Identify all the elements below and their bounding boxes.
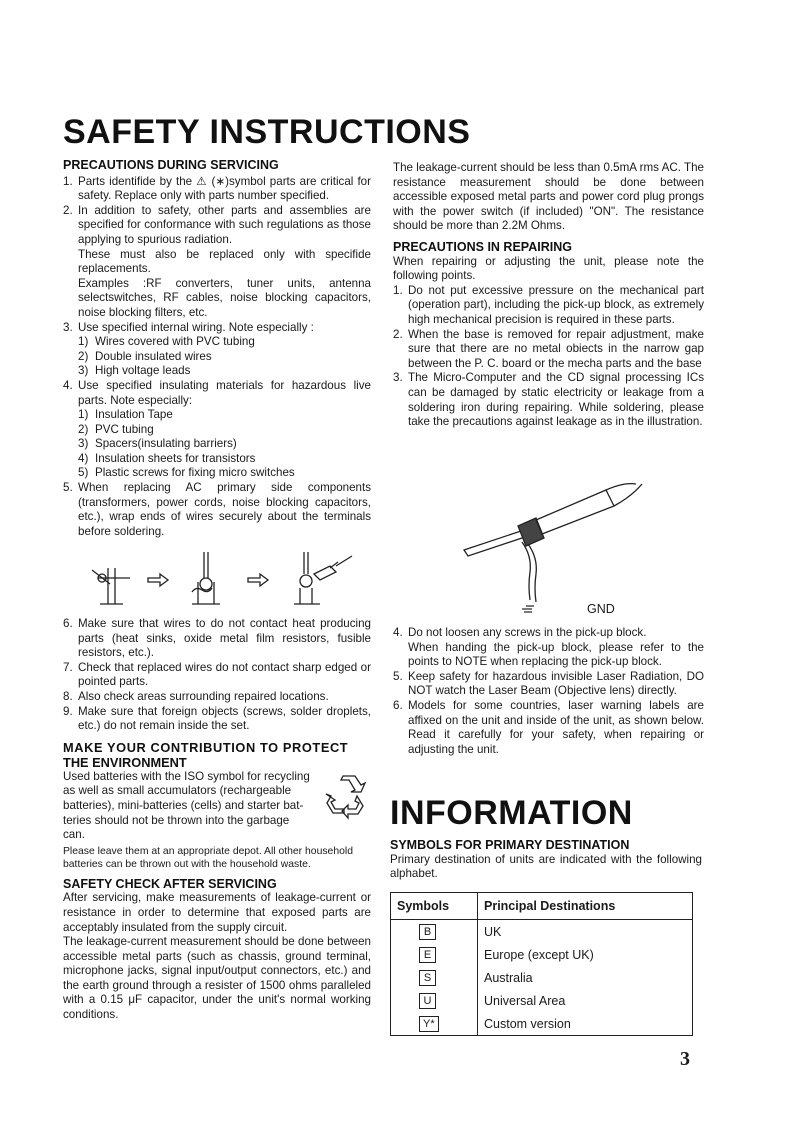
symbols-heading: SYMBOLS FOR PRIMARY DESTINATION [390,838,630,852]
destination: Universal Area [478,989,693,1012]
list-item: 9. Make sure that foreign objects (screws, solder droplets, etc.) do not remain inside the set. [63,704,371,733]
sub-item: 4) Insulation sheets for transistors [78,451,256,465]
item2-examples: Examples :RF converters, tuner units, antenna selectswitches, RF cables, noise blocking capacitors, noise blocking filters, etc. [78,276,371,319]
leakage-text: The leakage-current should be less than 0.5mA rms AC. The resistance measurement should be done between accessible exposed metal parts and power cord plug prongs with the power switch (if included) "ON". The resistance should be more than 2.2M Ohms. [393,161,704,233]
environment-text: Used batteries with the ISO symbol for recycling as well as small accumulators (rechargeable batteries), mini-batteries (cells) and starter bat- teries should not be thrown into the garbage can. [63,770,371,843]
environment-heading: MAKE YOUR CONTRIBUTION TO PROTECT THE ENVIRONMENT [63,739,349,770]
table-row [391,1012,693,1036]
destination: Custom version [478,1012,693,1036]
sub-item: 5) Plastic screws for fixing micro switches [78,466,295,480]
list-item: When handing the pick-up block, please refer to the points to NOTE when replacing the pick-up block. [408,640,704,669]
col-destinations: Principal Destinations [478,893,693,920]
safety-check-heading: SAFETY CHECK AFTER SERVICING [63,876,277,891]
symbol-code: S [419,970,436,986]
list-item: 3. Use specified internal wiring. Note especially : [63,320,314,334]
wire-wrap-illustration [88,548,358,612]
repair-heading: PRECAUTIONS IN REPAIRING [393,239,572,254]
gnd-label: GND [587,602,615,616]
destination: Australia [478,966,693,989]
table-row [391,943,693,966]
symbols-section [390,838,702,882]
destination: UK [478,920,693,944]
table-row [391,920,693,944]
sub-item: 1) Wires covered with PVC tubing [78,335,255,349]
sub-item: 1) Insulation Tape [78,408,173,422]
list-item: 4. Use specified insulating materials for hazardous live parts. Note especially: [63,378,371,407]
symbol-code: Y* [419,1016,439,1032]
page-title: SAFETY INSTRUCTIONS [63,113,471,151]
col-symbols: Symbols [391,893,478,920]
list-item: 1. Do not put excessive pressure on the mechanical part (operation part), including the pick-up block, as extremely high mechanical precision is required in these parts. [393,283,704,326]
right-column-lower [393,626,704,757]
sub-item: 2) Double insulated wires [78,349,212,363]
left-column-lower [63,617,371,1023]
environment-note: Please leave them at an appropriate depot. All other household batteries can be thrown out with the household waste. [63,845,353,871]
destination: Europe (except UK) [478,943,693,966]
sub-item: 2) PVC tubing [78,422,154,436]
symbols-intro: Primary destination of units are indicated with the following alphabet. [390,852,702,881]
list-item: 4. Do not loosen any screws in the pick-up block. [393,626,647,639]
safety-check-text: After servicing, make measurements of leakage-current or resistance in order to determine that exposed parts are acceptably insulated from the supply circuit. [63,891,371,934]
repair-intro: When repairing or adjusting the unit, please note the following points. [393,254,704,283]
soldering-iron-illustration [462,478,652,616]
table-row [391,966,693,989]
list-item: 8. Also check areas surrounding repaired locations. [63,689,329,703]
symbol-code: E [419,947,436,963]
symbol-code: B [419,924,436,940]
left-column [63,158,371,539]
symbol-code: U [419,993,436,1009]
item2-continuation: These must also be replaced only with specifide replacements. [78,247,371,276]
list-item: 6. Make sure that wires to do not contact heat producing parts (heat sinks, oxide metal film resistors, fusible resistors, etc.). [63,617,371,660]
list-item: 7. Check that replaced wires do not contact sharp edged or pointed parts. [63,660,371,689]
list-item: 5. Keep safety for hazardous invisible Laser Radiation, DO NOT watch the Laser Beam (Objective lens) directly. [393,669,704,698]
information-title: INFORMATION [390,794,633,832]
destination-table [390,892,693,1036]
page-number: 3 [680,1048,690,1070]
list-item: 2. In addition to safety, other parts and assemblies are specified for conformance with such regulations as those applying to spurious radiation. [63,203,371,246]
table-header [391,893,693,920]
list-item: 3. The Micro-Computer and the CD signal processing ICs can be damaged by static electricity or leakage from a soldering iron during repairing. While soldering, please take the precautions against leakage as in the illustration. [393,371,704,429]
list-item: 2. When the base is removed for repair adjustment, make sure that there are no metal obiects in the narrow gap between the P. C. board or the mecha parts and the base [393,327,704,370]
list-item: 1. Parts identifide by the ⚠ (∗)symbol parts are critical for safety. Replace only with parts number specified. [63,174,371,203]
sub-item: 3) High voltage leads [78,364,191,378]
right-column [393,161,704,430]
table-row [391,989,693,1012]
recycling-icon [325,774,369,824]
list-item: 6. Models for some countries, laser warning labels are affixed on the unit and inside of the unit, as shown below. Read it carefully for your safety, when repairing or adjusting the unit. [393,698,704,756]
sub-item: 3) Spacers(insulating barriers) [78,437,237,451]
list-item: 5. When replacing AC primary side components (transformers, power cords, noise blocking capacitors, etc.), wrap ends of wires securely about the terminals before soldering. [63,481,371,538]
safety-check-text-2: The leakage-current measurement should be done between accessible metal parts (such as chassis, ground terminal, microphone jacks, signal input/output connectors, etc.) and the earth ground through a resister of 1500 ohms paralleled with a 0.15 μF capacitor, under the unit's normal working conditions. [63,935,371,1022]
servicing-heading: PRECAUTIONS DURING SERVICING [63,158,279,172]
